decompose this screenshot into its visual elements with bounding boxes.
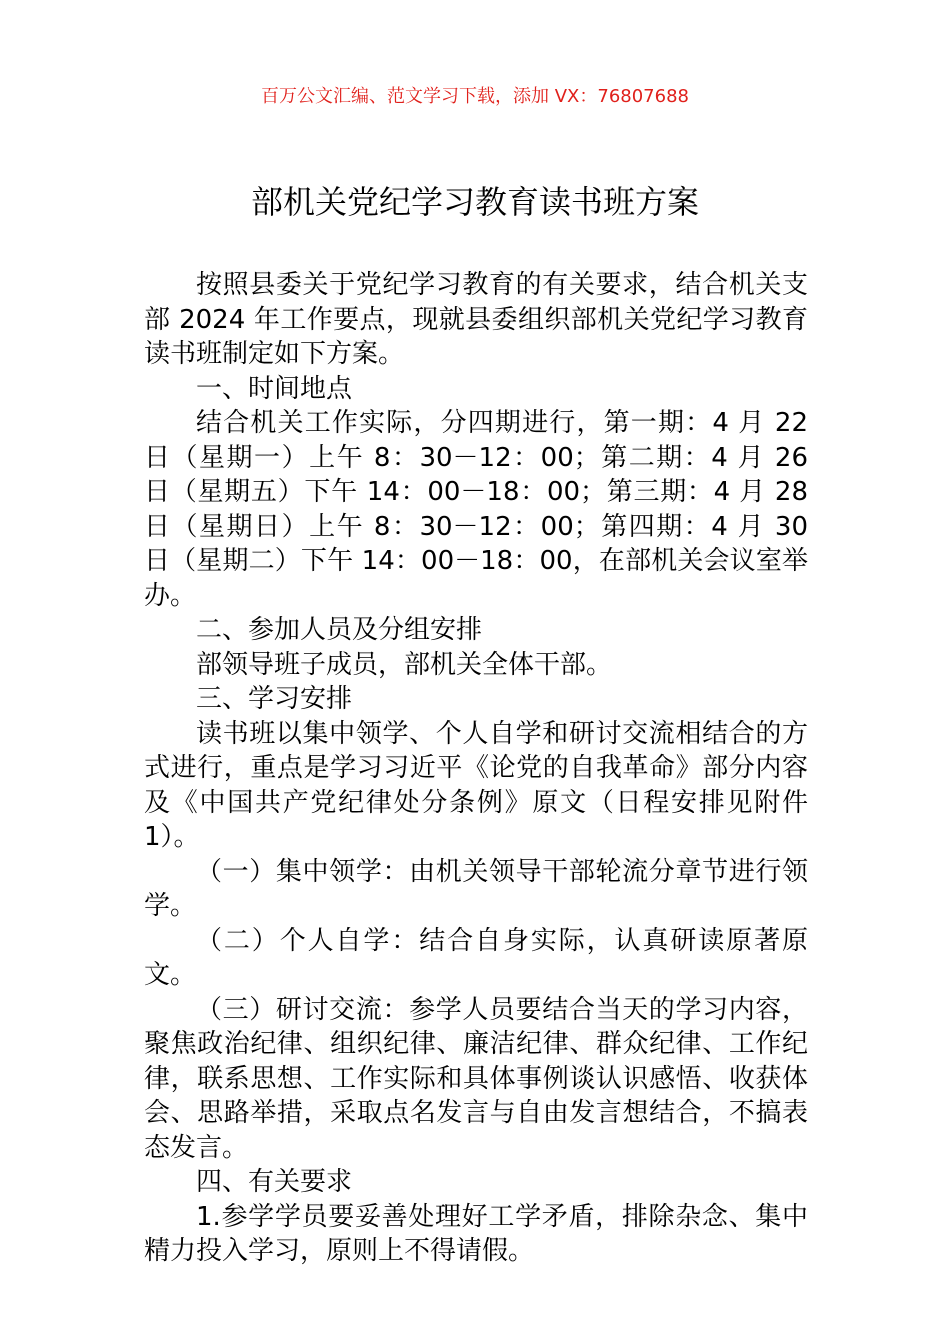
- study-item-self-study: （二）个人自学：结合自身实际，认真研读原著原文。: [144, 925, 808, 990]
- document-title: 部机关党纪学习教育读书班方案: [250, 183, 699, 221]
- section-heading-participants: 二、参加人员及分组安排: [196, 615, 483, 645]
- section-heading-time-location: 一、时间地点: [196, 373, 353, 404]
- section-heading-requirements: 四、有关要求: [196, 1167, 353, 1197]
- study-arrangement-paragraph: 读书班以集中领学、个人自学和研讨交流相结合的方式进行，重点是学习习近平《论党的自我革命》部分内容及《中国共产党纪律处分条例》原文（日程安排见附件 1）。: [144, 718, 808, 852]
- header-watermark-note: 百万公文汇编、范文学习下载，添加 VX：76807688: [261, 86, 689, 107]
- participants-paragraph: 部领导班子成员，部机关全体干部。: [196, 649, 613, 680]
- requirement-item-1: 1.参学学员要妥善处理好工学矛盾，排除杂念、集中精力投入学习，原则上不得请假。: [144, 1201, 808, 1266]
- intro-paragraph: 按照县委关于党纪学习教育的有关要求，结合机关支部 2024 年工作要点，现就县委组织部机关党纪学习教育读书班制定如下方案。: [144, 270, 808, 369]
- study-item-discussion: （三）研讨交流：参学人员要结合当天的学习内容，聚焦政治纪律、组织纪律、廉洁纪律、群众纪律、工作纪律，联系思想、工作实际和具体事例谈认识感悟、收获体会、思路举措，采取点名发言与自由发言想结合，不搞表态发言。: [144, 994, 808, 1163]
- time-location-paragraph: 结合机关工作实际，分四期进行，第一期：4 月 22 日（星期一）上午 8：30－12：00；第二期：4 月 26 日（星期五）下午 14：00－18：00；第三期：4 月 28 日（星期日）上午 8：30－12：00；第四期：4 月 30 日（星期二）下午 14：00－18：00，在部机关会议室举办。: [144, 408, 808, 611]
- document-body: [144, 268, 808, 1269]
- section-heading-study-arrangement: 三、学习安排: [196, 684, 353, 714]
- study-item-group-reading: （一）集中领学：由机关领导干部轮流分章节进行领学。: [144, 856, 808, 921]
